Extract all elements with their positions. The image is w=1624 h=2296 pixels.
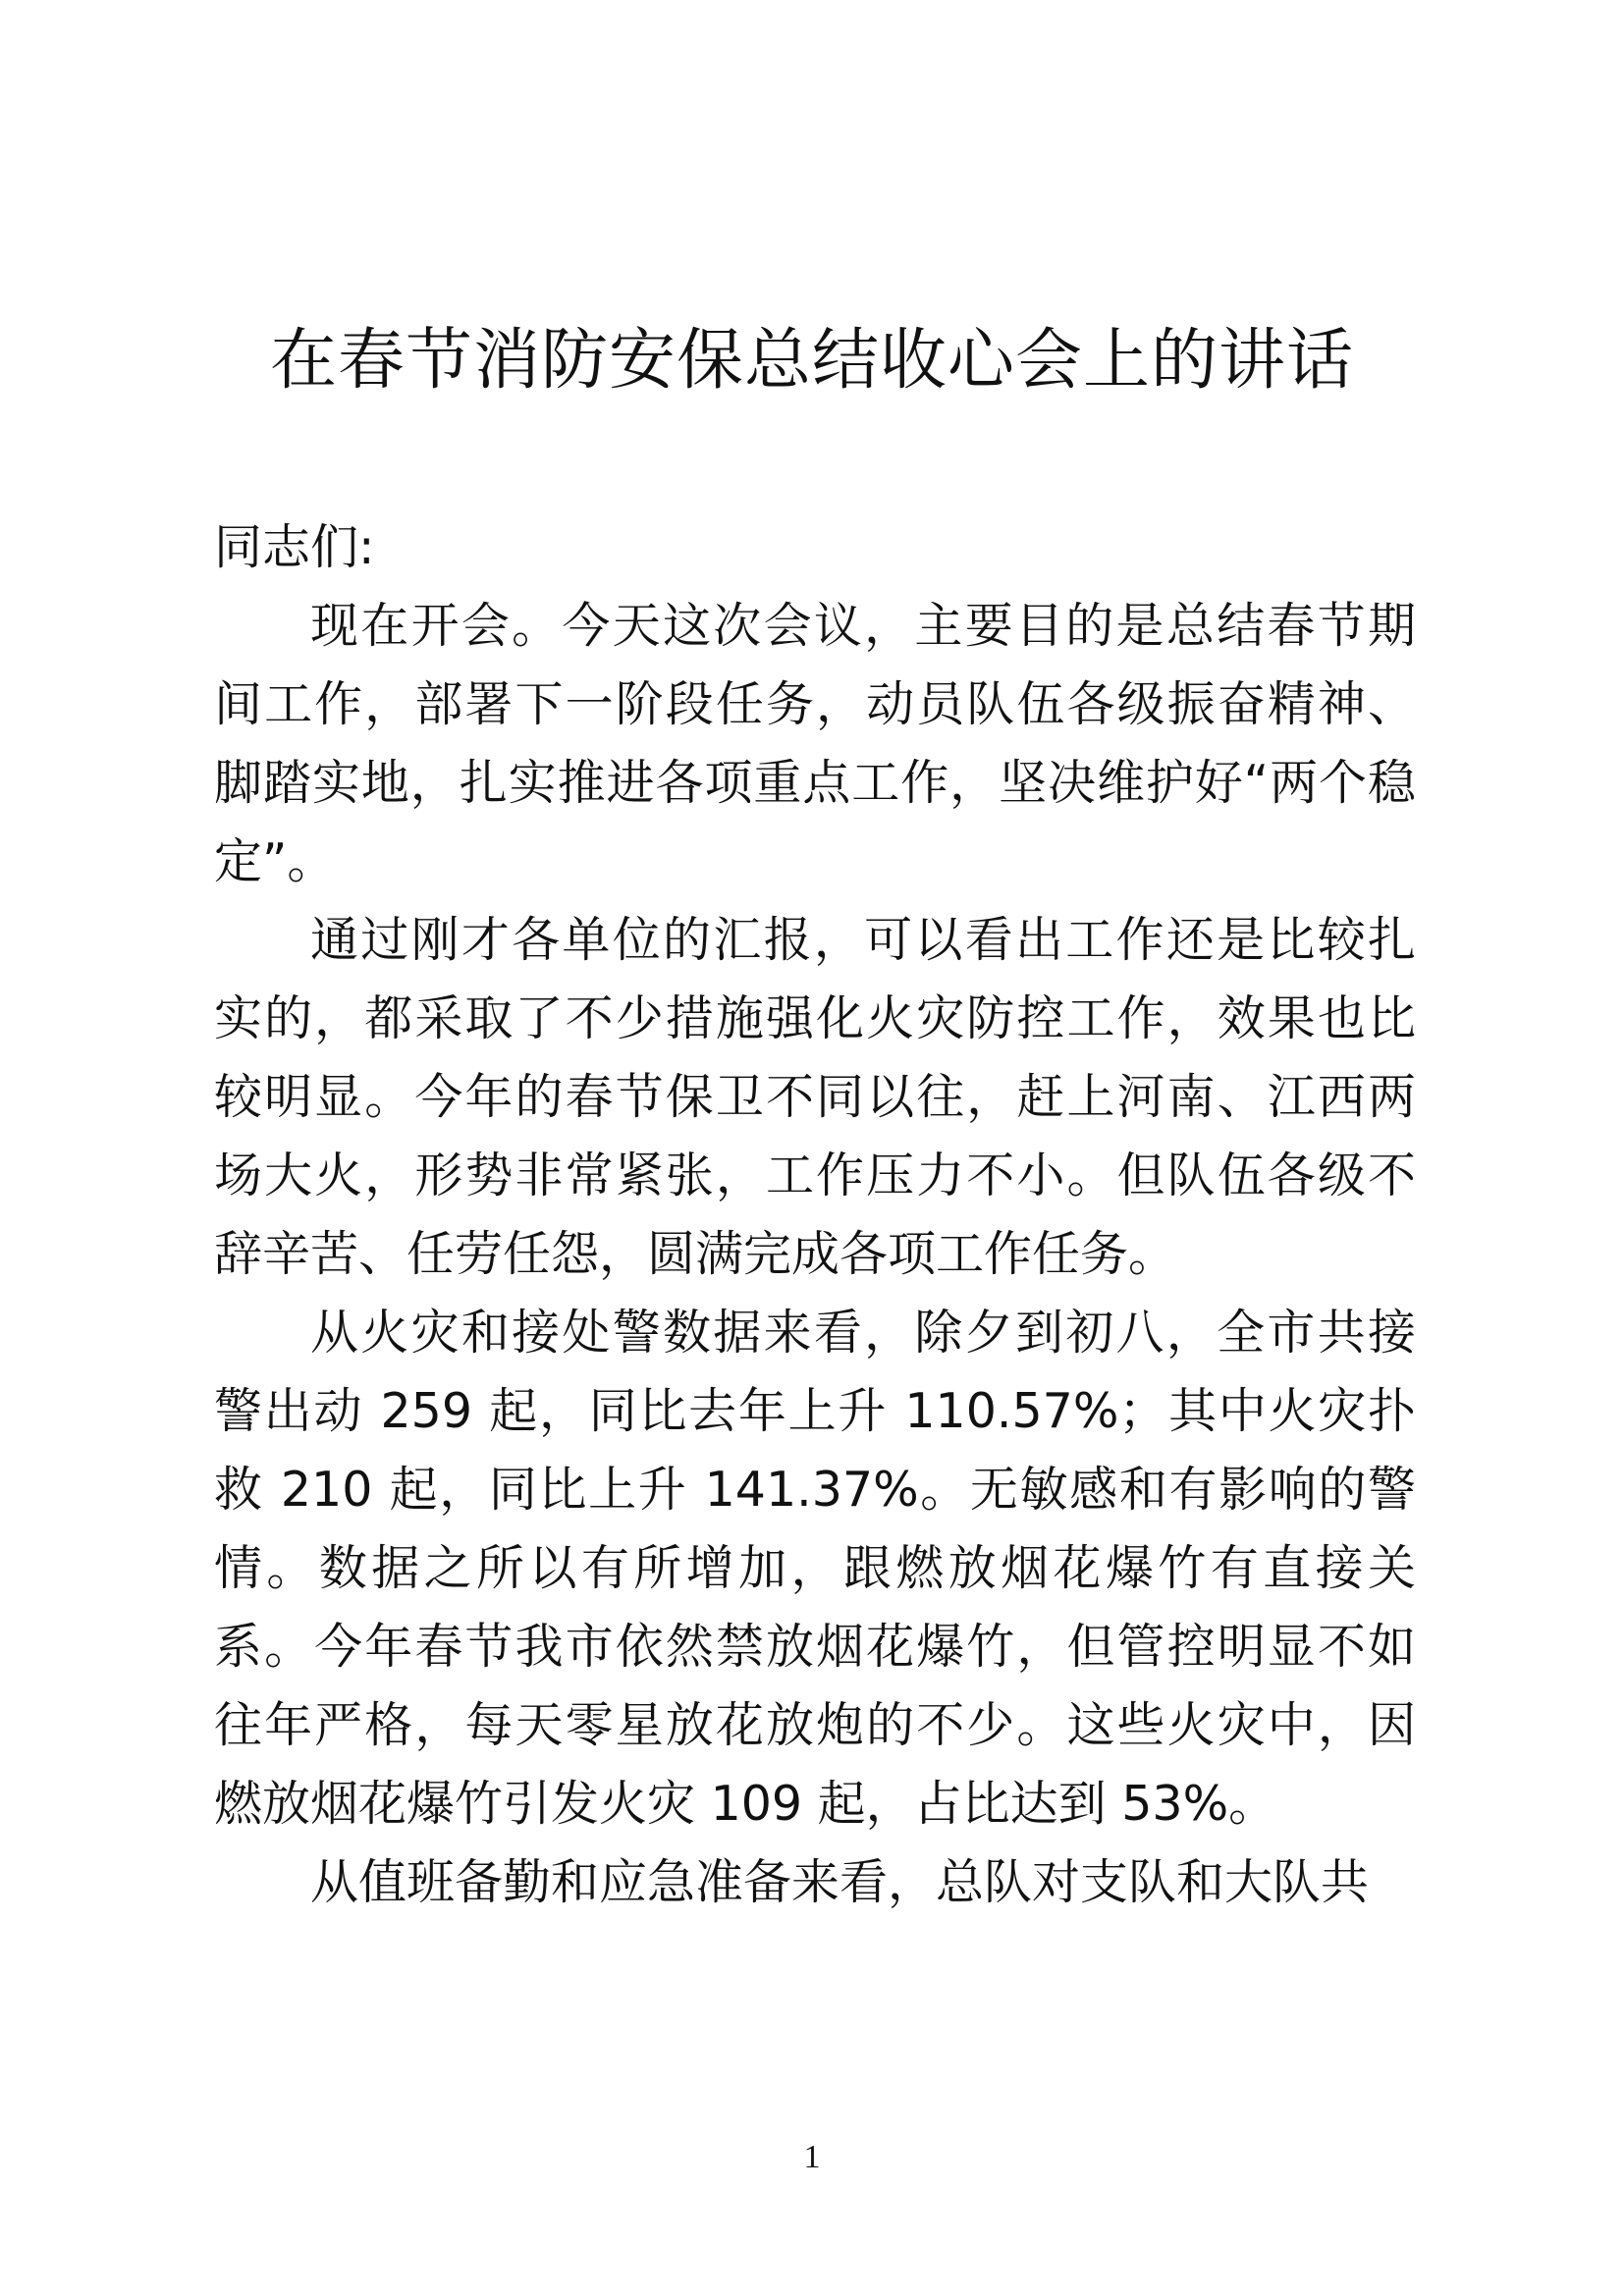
- page-number: 1: [803, 2139, 821, 2175]
- paragraph: 现在开会。今天这次会议，主要目的是总结春节期间工作，部署下一阶段任务，动员队伍各级振奋精神、脚踏实地，扎实推进各项重点工作，坚决维护好“两个稳定”。: [214, 598, 1416, 889]
- salutation: 同志们:: [214, 519, 375, 575]
- paragraph: 通过刚才各单位的汇报，可以看出工作还是比较扎实的，都采取了不少措施强化火灾防控工作，效果也比较明显。今年的春节保卫不同以往，赶上河南、江西两场大火，形势非常紧张，工作压力不小。但队伍各级不辞辛苦、任劳任怨，圆满完成各项工作任务。: [214, 912, 1416, 1282]
- paragraph: 从火灾和接处警数据来看，除夕到初八，全市共接警出动 259 起，同比去年上升 110.57%；其中火灾扑救 210 起，同比上升 141.37%。无敏感和有影响的警情。数据之所以有所增加，跟燃放烟花爆竹有直接关系。今年春节我市依然禁放烟花爆竹，但管控明显不如往年严格，每天零星放花放炮的不少。这些火灾中，因燃放烟花爆竹引发火灾 109 起，占比达到 53%。: [214, 1305, 1416, 1832]
- document-title: 在春节消防安保总结收心会上的讲话: [269, 322, 1354, 400]
- document-body: [214, 508, 1416, 1922]
- paragraph: 从值班备勤和应急准备来看，总队对支队和大队共: [310, 1854, 1370, 1910]
